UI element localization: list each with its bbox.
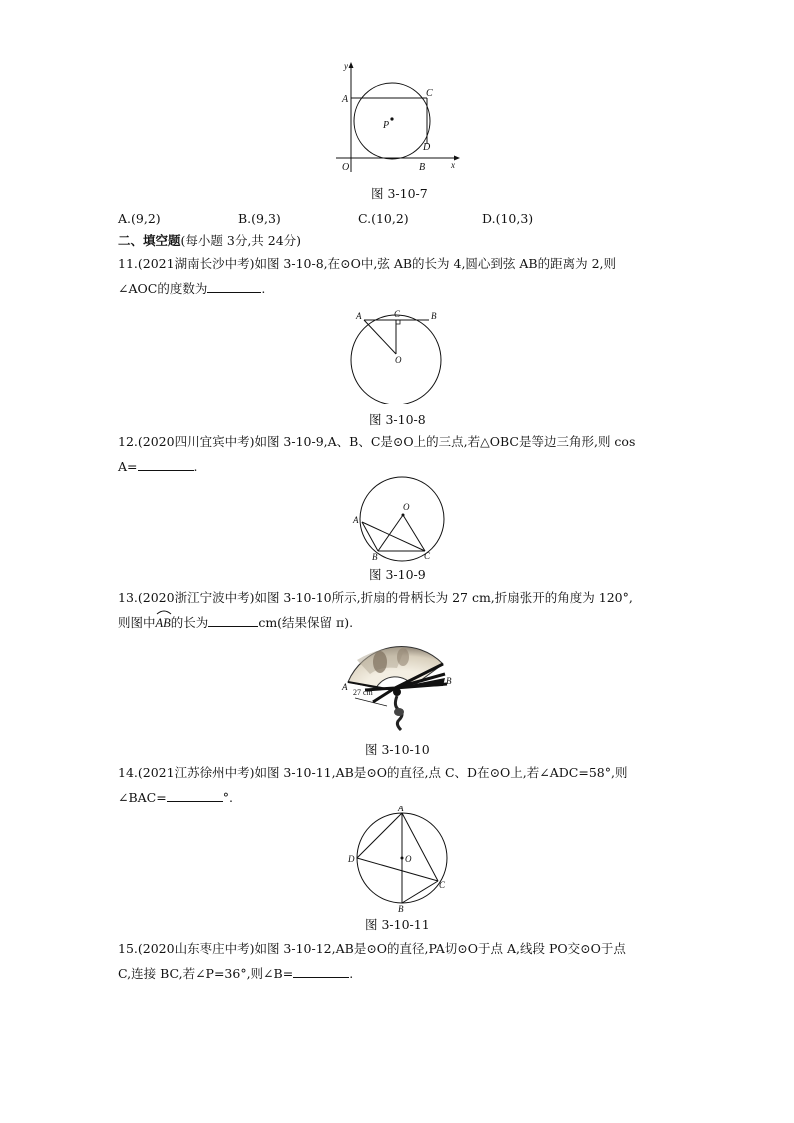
question-12-line-1: 12.(2020四川宜宾中考)如图 3-10-9,A、B、C是⊙O上的三点,若△OBC是等边三角形,则 cos [118,434,636,449]
figure-caption-3-10-11: 图 3-10-11 [365,917,430,932]
label-p: P [383,120,390,131]
label-b: B [419,162,426,173]
label-c: C [439,880,446,890]
arc-mark-icon [156,609,172,615]
question-text: ∠BAC= [118,790,167,805]
segment-oa [364,320,396,354]
option-value: (10,2) [371,211,409,226]
figure-caption-3-10-7: 图 3-10-7 [371,186,428,201]
point-o [402,514,405,517]
section-heading [118,233,301,249]
fan-painting-figure [397,648,409,666]
label-c: C [424,551,431,561]
answer-blank[interactable] [167,789,223,802]
option-value: (10,3) [495,211,534,226]
label-a: A [356,311,362,321]
label-a: A [353,515,359,525]
label-x: x [451,160,455,170]
segment-ad [357,813,402,858]
option-b [238,211,281,226]
label-a: A [342,94,349,105]
circle-p [354,83,430,159]
question-13-line-2 [118,614,353,631]
label-b: B [431,311,437,321]
figure-caption-3-10-9: 图 3-10-9 [369,567,426,582]
figure-3-10-7 [330,60,465,175]
point-o [401,857,404,860]
circle-o [360,477,444,561]
answer-blank[interactable] [208,614,258,627]
figure-3-10-11 [343,806,453,912]
option-d [482,211,533,226]
segment-dc [357,858,438,881]
label-o: O [405,854,412,864]
question-text: A= [118,459,138,474]
label-o: O [395,355,402,365]
question-text: ∠AOC的度数为 [118,281,208,296]
label-b: B [446,676,452,686]
segment-ob [378,515,403,551]
label-d: D [348,854,355,864]
option-value: (9,2) [131,211,161,226]
option-letter: D. [482,211,496,226]
answer-blank[interactable] [293,965,349,978]
option-a [118,211,161,226]
arc-ab [156,615,171,631]
question-text: 的长为 [170,615,209,630]
section-note: (每小题 3分,共 24分) [180,233,302,248]
question-text: . [193,459,198,474]
option-letter: A. [118,211,132,226]
question-12-line-2 [118,458,198,475]
figure-caption-3-10-8: 图 3-10-8 [369,412,426,427]
option-letter: B. [238,211,252,226]
question-text: 则图中 [118,615,156,630]
question-11-line-2 [118,280,265,297]
question-15-line-2 [118,965,353,982]
answer-blank[interactable] [138,458,194,471]
section-title: 二、填空题 [118,233,181,248]
question-text: . [261,281,266,296]
question-14-line-1: 14.(2021江苏徐州中考)如图 3-10-11,AB是⊙O的直径,点 C、D在⊙O上,若∠ADC=58°,则 [118,765,628,780]
question-14-line-2 [118,789,233,806]
label-b: B [398,904,404,912]
label-a: A [398,806,404,813]
point-p [390,117,393,120]
label-c: C [394,309,401,319]
question-text: cm(结果保留 π). [258,615,354,630]
label-o: O [403,502,410,512]
label-a: A [342,682,348,692]
label-d: D [423,142,431,153]
label-o: O [342,162,350,173]
option-c [358,211,409,226]
question-text: . [349,966,354,981]
label-b: B [372,552,378,562]
fan-painting-figure [373,651,387,673]
fan-pivot [393,688,401,696]
figure-caption-3-10-10: 图 3-10-10 [365,742,430,757]
figure-3-10-10 [335,640,460,735]
segment-ac [362,522,425,551]
option-value: (9,3) [251,211,281,226]
fan-tassel-knot [394,708,404,716]
segment-ac [402,813,438,881]
question-11-line-1: 11.(2021湖南长沙中考)如图 3-10-8,在⊙O中,弦 AB的长为 4,圆心到弦 AB的距离为 2,则 [118,256,617,271]
y-axis-arrow [349,62,354,68]
question-15-line-1: 15.(2020山东枣庄中考)如图 3-10-12,AB是⊙O的直径,PA切⊙O于点 A,线段 PO交⊙O于点 [118,941,626,956]
figure-3-10-9 [350,476,445,566]
figure-3-10-8 [345,308,450,404]
label-c: C [426,88,433,99]
label-length: 27 cm [353,688,373,697]
arc-label: AB [155,616,171,630]
question-13-line-1: 13.(2020浙江宁波中考)如图 3-10-10所示,折扇的骨柄长为 27 cm,折扇张开的角度为 120°, [118,590,633,605]
question-text: °. [222,790,233,805]
answer-blank[interactable] [207,280,261,293]
question-text: C,连接 BC,若∠P=36°,则∠B= [118,966,294,981]
right-angle-mark [396,320,400,324]
dimension-line [355,698,387,706]
label-y: y [344,61,348,71]
option-letter: C. [358,211,372,226]
